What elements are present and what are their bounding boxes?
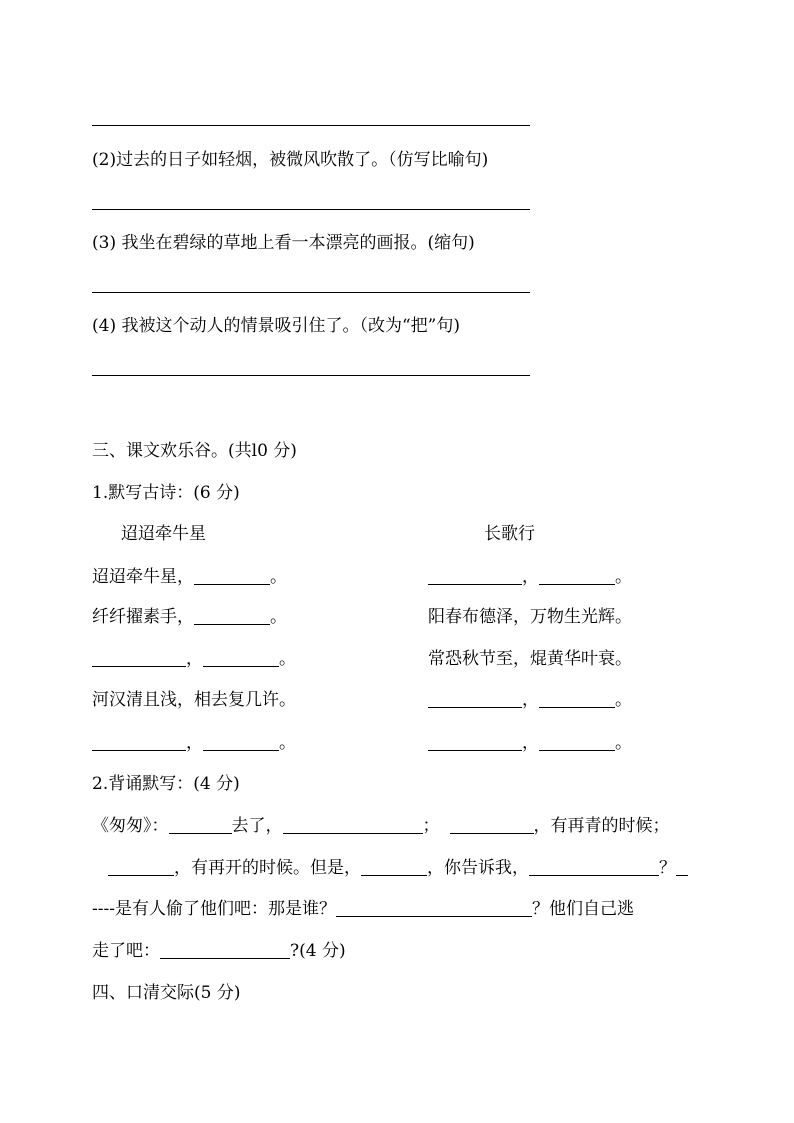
recite-blank-5[interactable] xyxy=(361,859,427,876)
recite-blank-3[interactable] xyxy=(450,817,534,834)
poem2-blank-4b[interactable] xyxy=(539,691,615,708)
poem1-blank-3a[interactable] xyxy=(92,650,186,667)
answer-line-4[interactable] xyxy=(92,375,530,376)
poem1-line-5: ， 。 xyxy=(92,733,296,753)
question-2: (2)过去的日子如轻烟，被微风吹散了。（仿写比喻句) xyxy=(92,150,489,170)
poem1-line-1: 迢迢牵牛星， 。 xyxy=(92,567,287,587)
poem1-blank-5a[interactable] xyxy=(92,734,186,751)
recite-line-1: 《匆匆》： 去了， ； ，有再青的时候； xyxy=(92,816,670,836)
poem1-blank-3b[interactable] xyxy=(203,650,279,667)
answer-line-3[interactable] xyxy=(92,292,530,293)
recite-line-4: 走了吧： ?(4 分) xyxy=(92,941,346,961)
recite-blank-1[interactable] xyxy=(169,817,232,834)
question-4: (4) 我被这个动人的情景吸引住了。（改为“把”句) xyxy=(92,316,460,336)
answer-line-1[interactable] xyxy=(92,125,530,126)
poem2-blank-4a[interactable] xyxy=(428,691,522,708)
section-3-title: 三、课文欢乐谷。(共l0 分) xyxy=(92,441,297,461)
poem2-line-3: 常恐秋节至，焜黄华叶衰。 xyxy=(428,649,632,669)
recite-blank-6-tail xyxy=(676,859,688,876)
poem1-blank-2[interactable] xyxy=(194,608,270,625)
poem2-line-5: ， 。 xyxy=(428,733,632,753)
poem2-title: 长歌行 xyxy=(484,524,535,544)
recite-blank-4[interactable] xyxy=(108,859,174,876)
poem1-title: 迢迢牵牛星 xyxy=(121,524,206,544)
poem1-blank-1[interactable] xyxy=(194,568,270,585)
poem1-line-3: ， 。 xyxy=(92,649,296,669)
poem1-line-2: 纤纤擢素手， 。 xyxy=(92,607,287,627)
poem2-blank-1b[interactable] xyxy=(539,568,615,585)
section-4-title: 四、口清交际(5 分) xyxy=(92,983,241,1003)
poem2-line-1: ， 。 xyxy=(428,567,632,587)
poem1-line-4: 河汉清且浅，相去复几许。 xyxy=(92,690,296,710)
recite-blank-7[interactable] xyxy=(336,900,532,917)
recite-blank-2[interactable] xyxy=(283,817,423,834)
poem2-blank-5a[interactable] xyxy=(428,734,522,751)
recite-line-2: ，有再开的时候。但是， ，你告诉我， ？ xyxy=(108,858,688,878)
recite-blank-6[interactable] xyxy=(529,859,659,876)
recite-label: 2.背诵默写：(4 分) xyxy=(92,774,240,794)
poem1-blank-5b[interactable] xyxy=(203,734,279,751)
poem2-line-2: 阳春布德泽，万物生光辉。 xyxy=(428,607,632,627)
poems-label: 1.默写古诗：(6 分) xyxy=(92,483,240,503)
poem2-line-4: ， 。 xyxy=(428,690,632,710)
poem2-blank-1a[interactable] xyxy=(428,568,522,585)
poem2-blank-5b[interactable] xyxy=(539,734,615,751)
recite-blank-8[interactable] xyxy=(160,942,290,959)
recite-line-3: ----是有人偷了他们吧：那是谁？ ？他们自己逃 xyxy=(92,899,634,919)
answer-line-2[interactable] xyxy=(92,209,530,210)
question-3: (3) 我坐在碧绿的草地上看一本漂亮的画报。(缩句) xyxy=(92,233,475,253)
